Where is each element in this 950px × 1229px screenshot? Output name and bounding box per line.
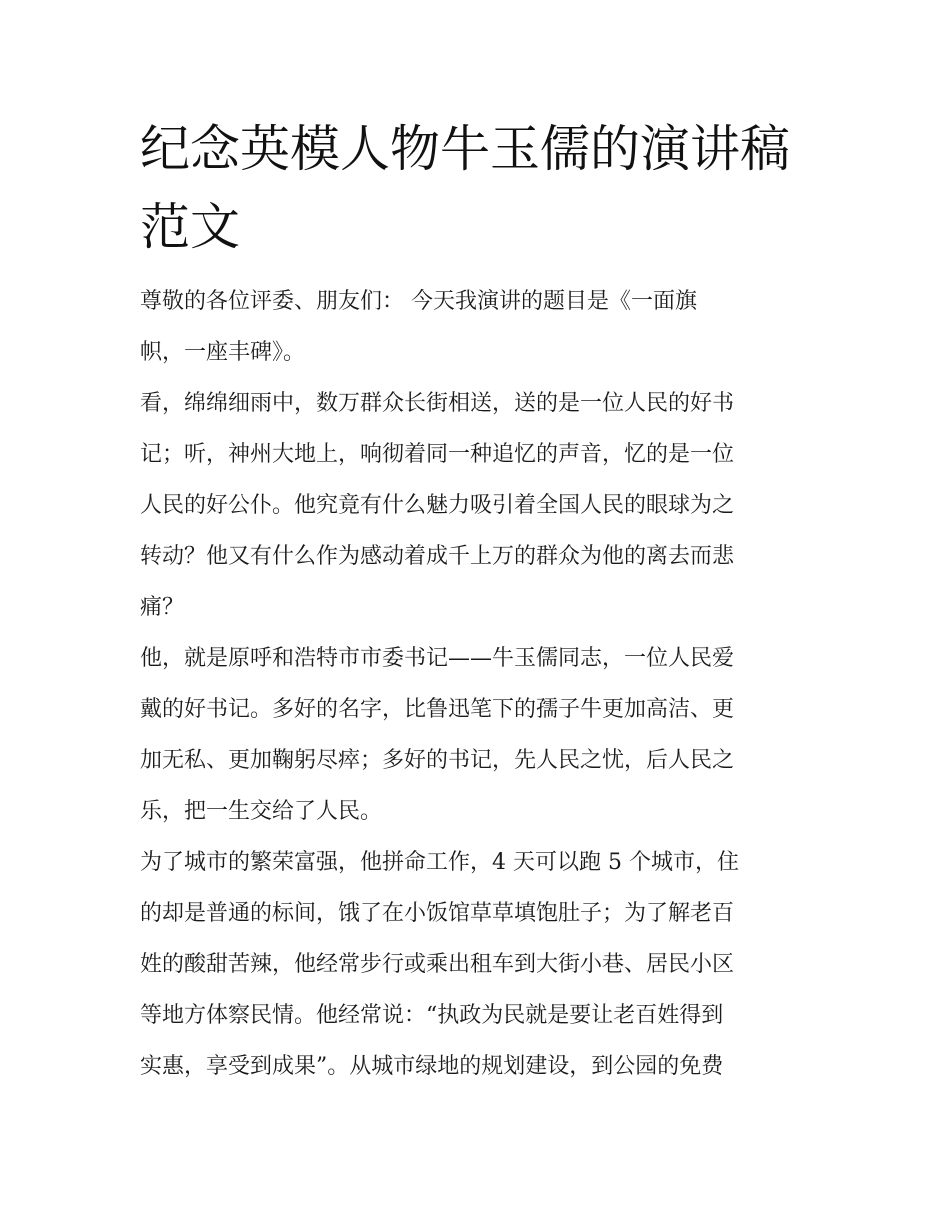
paragraph-mourning: 看，绵绵细雨中，数万群众长街相送，送的是一位人民的好书 记；听，神州大地上，响彻着同一种追忆的声音，忆的是一位 人民的好公仆。他究竟有什么魅力吸引着全国人民的眼球为之 转动？他又有什么作为感动着成千上万的群众为他的离去而悲 痛？ — [140, 391, 735, 620]
paragraph-introduction: 他，就是原呼和浩特市市委书记——牛玉儒同志，一位人民爱 戴的好书记。多好的名字，比鲁迅笔下的孺子牛更加高洁、更 加无私、更加鞠躬尽瘁；多好的书记，先人民之忧，后人民之 乐，把一生交给了人民。 — [140, 646, 735, 824]
paragraph-opening: 尊敬的各位评委、朋友们： 今天我演讲的题目是《一面旗 帜，一座丰碑》。 — [140, 289, 697, 365]
document-body — [140, 276, 830, 1092]
document-title: 纪念英模人物牛玉儒的演讲稿 范文 — [140, 120, 790, 256]
paragraph-work: 为了城市的繁荣富强，他拼命工作，4 天可以跑 5 个城市，住 的却是普通的标间，饿了在小饭馆草草填饱肚子；为了解老百 姓的酸甜苦辣，他经常步行或乘出租车到大街小巷、居民小区 等地方体察民情。他经常说：“执政为民就是要让老百姓得到 实惠，享受到成果”。从城市绿地的规划建设，到公园的免费 — [140, 850, 739, 1079]
